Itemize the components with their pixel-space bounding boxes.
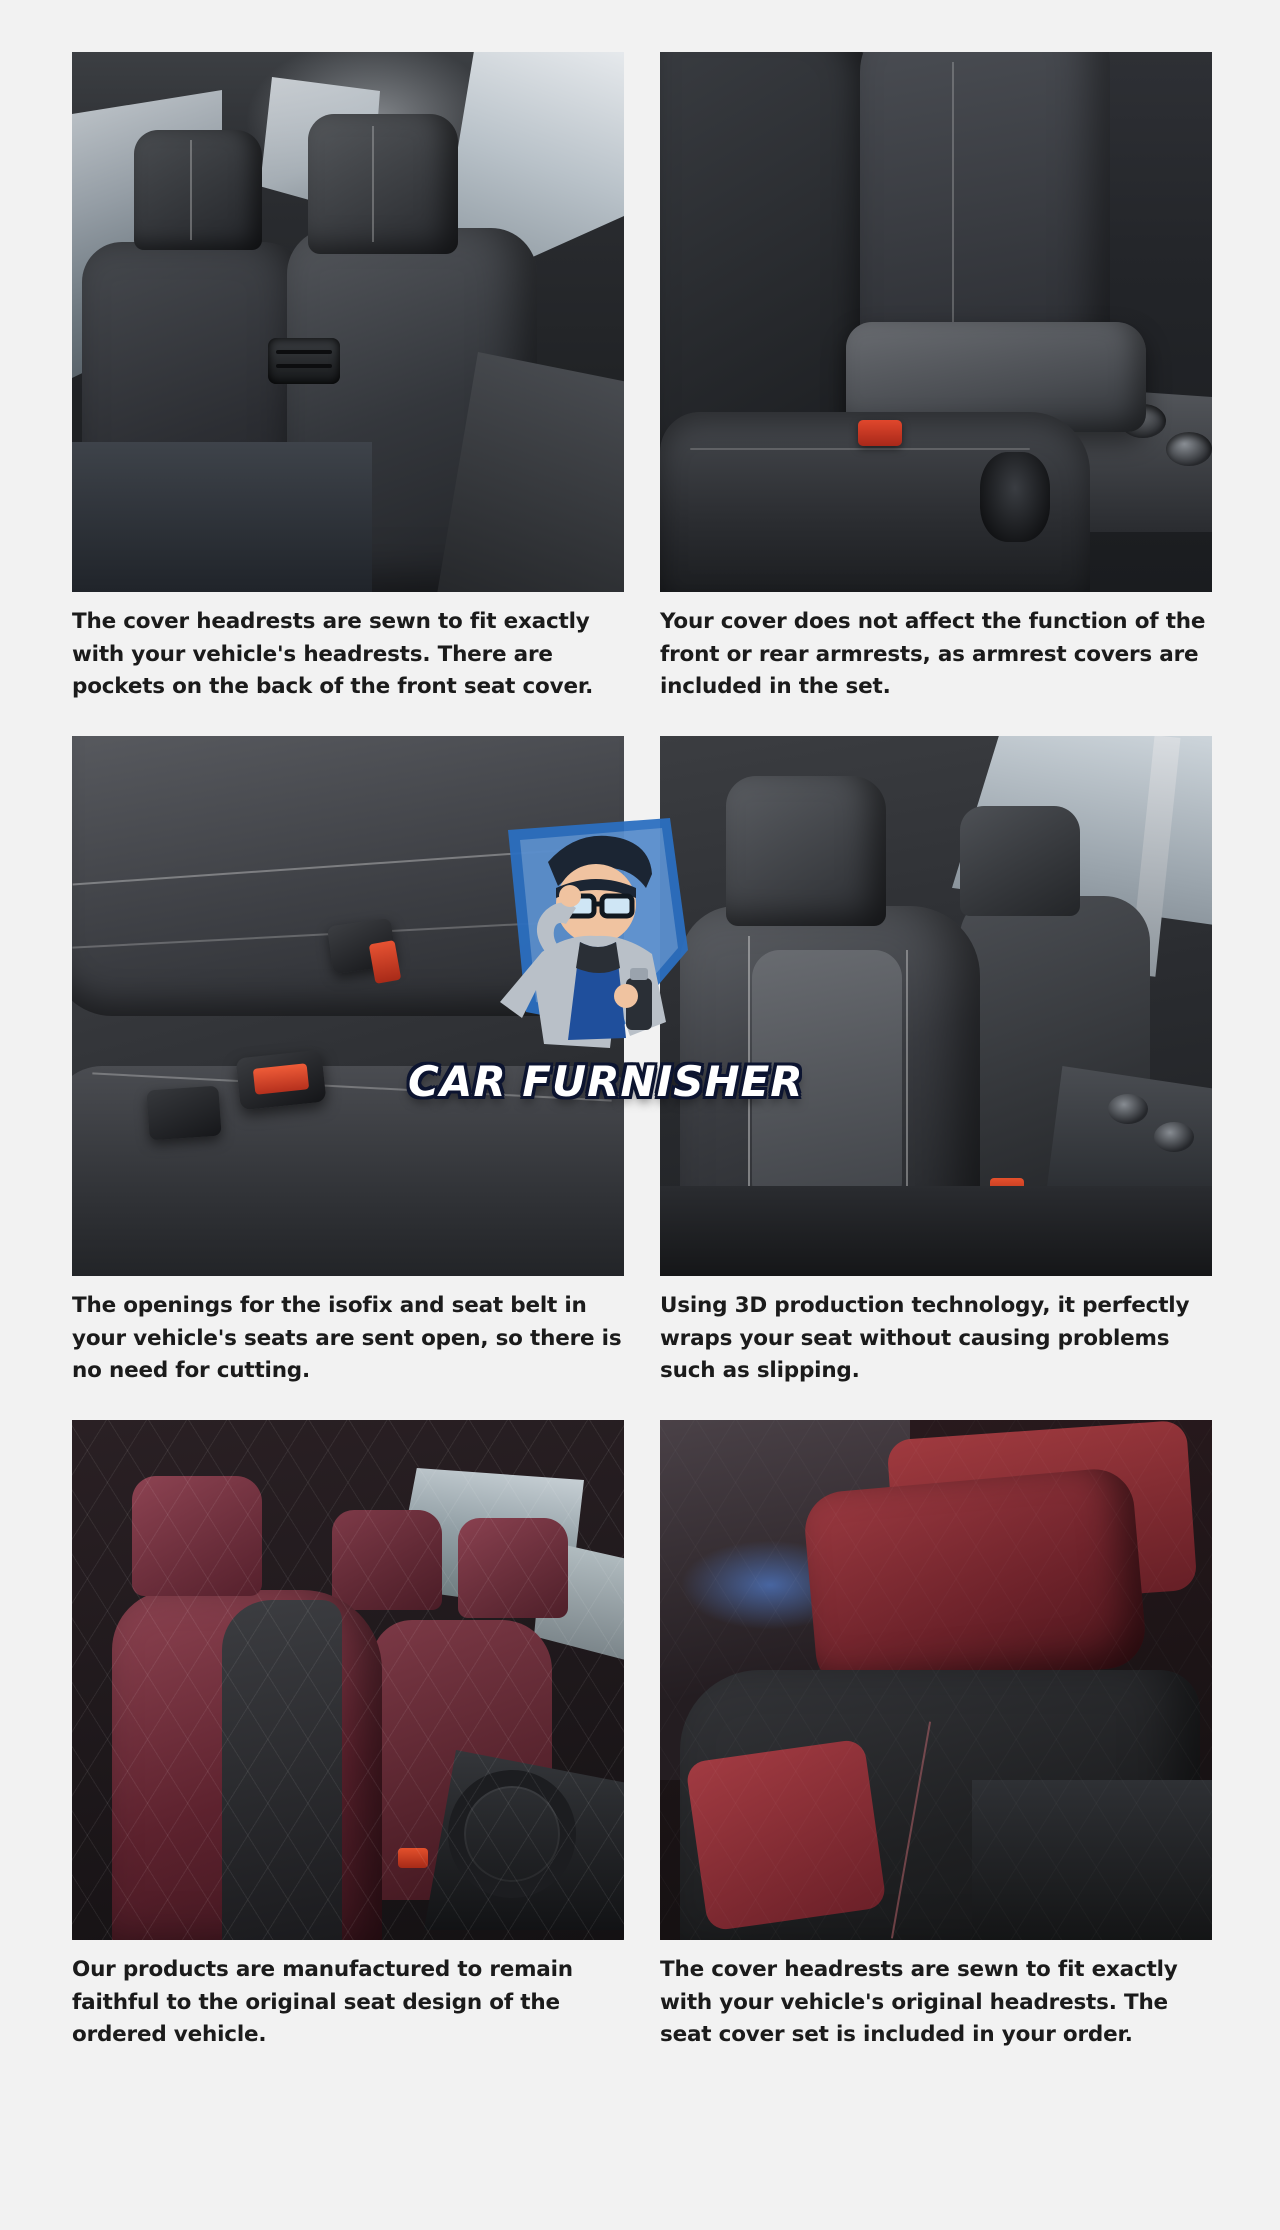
feature-card-armrest-function	[660, 52, 1212, 736]
feature-caption: The cover headrests are sewn to fit exactly with your vehicle's original headrests. The seat cover set is included in your order.	[660, 1957, 1178, 2048]
feature-card-headrest-included	[660, 1420, 1212, 2084]
front-seats-headrests-photo	[72, 52, 624, 592]
feature-card-isofix-openings	[72, 736, 624, 1420]
watermark-text: CAR FURNISHER	[408, 1057, 804, 1106]
feature-caption: Our products are manufactured to remain faithful to the original seat design of the ordered vehicle.	[72, 1957, 573, 2048]
feature-grid	[72, 52, 1212, 2084]
feature-caption: The openings for the isofix and seat belt in your vehicle's seats are sent open, so there is no need for cutting.	[72, 1293, 622, 1384]
feature-caption: Your cover does not affect the function of the front or rear armrests, as armrest covers are included in the set.	[660, 609, 1206, 700]
feature-card-original-design	[72, 1420, 624, 2084]
burgundy-quilted-interior-photo	[72, 1420, 624, 1940]
feature-caption: The cover headrests are sewn to fit exactly with your vehicle's headrests. There are pockets on the back of the front seat cover.	[72, 609, 594, 700]
feature-card-3d-production	[660, 736, 1212, 1420]
3d-fit-front-seats-photo	[660, 736, 1212, 1276]
red-black-headrest-closeup-photo	[660, 1420, 1212, 1940]
rear-bench-isofix-photo	[72, 736, 624, 1276]
feature-caption: Using 3D production technology, it perfectly wraps your seat without causing problems such as slipping.	[660, 1293, 1190, 1384]
feature-card-headrest-pockets	[72, 52, 624, 736]
armrest-console-photo	[660, 52, 1212, 592]
